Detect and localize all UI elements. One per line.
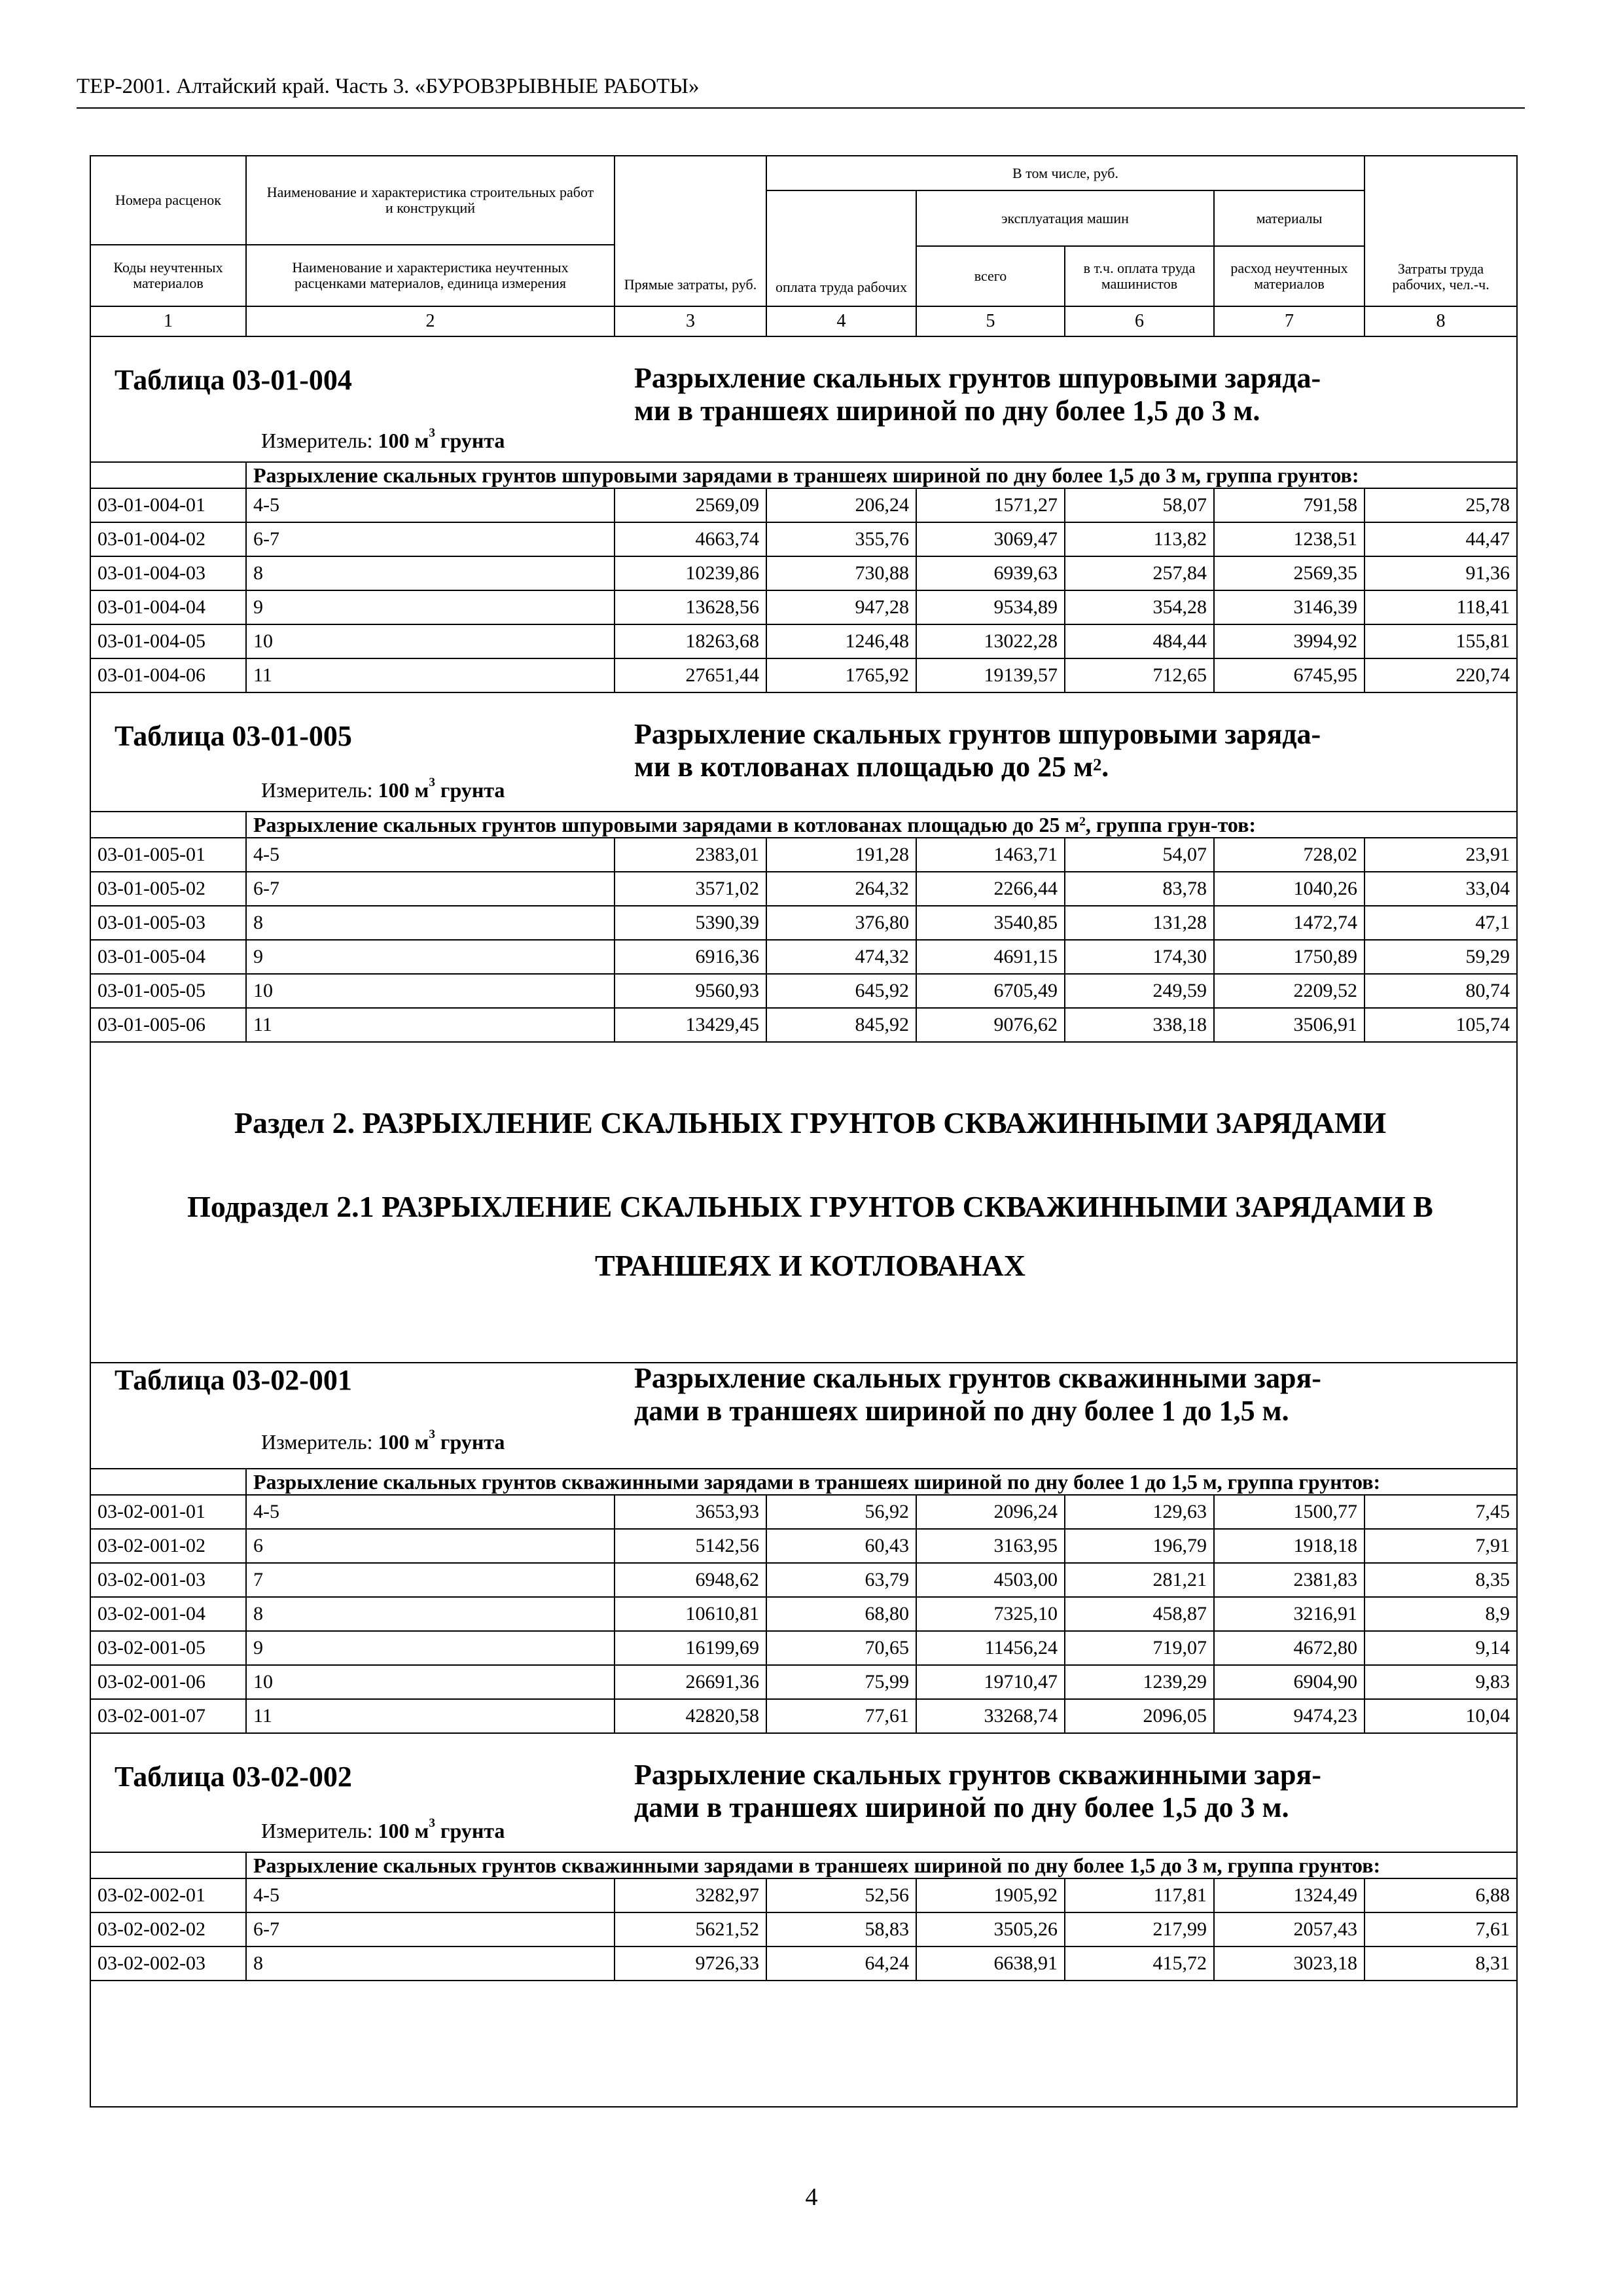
cell-rate-code: 03-01-004-01 xyxy=(91,488,246,522)
cell-labor-hours: 25,78 xyxy=(1364,488,1516,522)
cell-machines-labor: 484,44 xyxy=(1065,624,1214,658)
cell-labor-pay: 63,79 xyxy=(766,1563,916,1597)
cell-rate-code: 03-02-001-06 xyxy=(91,1665,246,1699)
cell-machines-total: 1571,27 xyxy=(916,488,1065,522)
cell-machines-total: 3069,47 xyxy=(916,522,1065,556)
cell-machines-total: 2266,44 xyxy=(916,872,1065,906)
subsection-title: Подраздел 2.1 РАЗРЫХЛЕНИЕ СКАЛЬНЫХ ГРУНТОВ СКВАЖИННЫМИ ЗАРЯДАМИ В ТРАНШЕЯХ И КОТЛОВАНАХ xyxy=(187,1190,1433,1282)
cell-labor-hours: 105,74 xyxy=(1364,1008,1516,1042)
cell-direct-costs: 4663,74 xyxy=(615,522,766,556)
column-numbers-row xyxy=(91,306,1516,336)
cell-labor-hours: 44,47 xyxy=(1364,522,1516,556)
table-id: Таблица 03-02-001 xyxy=(115,1364,352,1396)
cell-direct-costs: 27651,44 xyxy=(615,658,766,692)
cell-machines-total: 7325,10 xyxy=(916,1597,1065,1631)
cell-labor-pay: 1246,48 xyxy=(766,624,916,658)
table-row xyxy=(91,590,1516,624)
column-number: 3 xyxy=(615,306,766,336)
measure-unit: Измеритель: 100 $м^3$ грунта xyxy=(261,426,505,452)
cell-materials: 9474,23 xyxy=(1214,1699,1364,1733)
cell-machines-total: 9076,62 xyxy=(916,1008,1065,1042)
cell-machines-labor: 54,07 xyxy=(1065,838,1214,872)
rates-table-frame xyxy=(90,155,1518,2108)
cell-machines-total: 19139,57 xyxy=(916,658,1065,692)
cell-labor-pay: 191,28 xyxy=(766,838,916,872)
cell-labor-pay: 376,80 xyxy=(766,906,916,940)
document-title: ТЕР-2001. Алтайский край. Часть 3. «БУРОВЗРЫВНЫЕ РАБОТЫ» xyxy=(77,75,700,98)
col-rate-number-header: Номера расценок Коды неучтенных материалов xyxy=(91,156,246,306)
cell-labor-hours: 8,35 xyxy=(1364,1563,1516,1597)
cell-machines-total: 19710,47 xyxy=(916,1665,1065,1699)
table-body xyxy=(91,488,1516,692)
cell-labor-hours: 33,04 xyxy=(1364,872,1516,906)
cell-direct-costs: 2569,09 xyxy=(615,488,766,522)
cell-machines-labor: 712,65 xyxy=(1065,658,1214,692)
cell-labor-pay: 947,28 xyxy=(766,590,916,624)
cell-rate-code: 03-02-001-02 xyxy=(91,1529,246,1563)
cell-rate-code: 03-02-002-01 xyxy=(91,1878,246,1912)
table-name: Разрыхление скальных грунтов шпуровыми заряда- ми в траншеях шириной по дну более 1,5 до 3 м. xyxy=(634,362,1321,427)
cell-labor-hours: 10,04 xyxy=(1364,1699,1516,1733)
table-description-row xyxy=(91,1852,1516,1878)
cell-direct-costs: 2383,01 xyxy=(615,838,766,872)
table-body xyxy=(91,1495,1516,1733)
cell-machines-labor: 2096,05 xyxy=(1065,1699,1214,1733)
cell-soil-group: 7 xyxy=(246,1563,615,1597)
table-row xyxy=(91,1529,1516,1563)
measure-unit: Измеритель: 100 $м^3$ грунта xyxy=(261,1816,505,1842)
cell-direct-costs: 6916,36 xyxy=(615,940,766,974)
cell-materials: 3506,91 xyxy=(1214,1008,1364,1042)
cell-soil-group: 11 xyxy=(246,658,615,692)
cell-machines-labor: 131,28 xyxy=(1065,906,1214,940)
col-machines-total-header: всего xyxy=(916,246,1065,306)
cell-labor-pay: 264,32 xyxy=(766,872,916,906)
table-name: Разрыхление скальных грунтов скважинными заря- дами в траншеях шириной по дну более 1,5 до 3 м. xyxy=(634,1759,1321,1823)
cell-labor-pay: 68,80 xyxy=(766,1597,916,1631)
table-row xyxy=(91,1008,1516,1042)
cell-machines-labor: 338,18 xyxy=(1065,1008,1214,1042)
cell-direct-costs: 10610,81 xyxy=(615,1597,766,1631)
cell-materials: 1324,49 xyxy=(1214,1878,1364,1912)
cell-rate-code: 03-01-004-04 xyxy=(91,590,246,624)
cell-rate-code: 03-01-005-01 xyxy=(91,838,246,872)
cell-soil-group: 8 xyxy=(246,1946,615,1981)
col-materials-sub-header: расход неучтенных материалов xyxy=(1214,246,1364,306)
table-row xyxy=(91,1563,1516,1597)
cell-materials: 3994,92 xyxy=(1214,624,1364,658)
table-id: Таблица 03-02-002 xyxy=(115,1761,352,1793)
cell-rate-code: 03-01-004-05 xyxy=(91,624,246,658)
table-name: Разрыхление скальных грунтов скважинными заря- дами в траншеях шириной по дну более 1 до 1,5 м. xyxy=(634,1362,1321,1427)
cell-soil-group: 10 xyxy=(246,624,615,658)
cell-direct-costs: 10239,86 xyxy=(615,556,766,590)
cell-rate-code: 03-01-005-02 xyxy=(91,872,246,906)
table-body xyxy=(91,838,1516,1042)
col-machines-header: эксплуатация машин xyxy=(916,190,1214,246)
cell-machines-total: 2096,24 xyxy=(916,1495,1065,1529)
cell-machines-labor: 415,72 xyxy=(1065,1946,1214,1981)
cell-labor-hours: 8,31 xyxy=(1364,1946,1516,1981)
cell-labor-pay: 474,32 xyxy=(766,940,916,974)
cell-rate-code: 03-02-001-07 xyxy=(91,1699,246,1733)
cell-materials: 1918,18 xyxy=(1214,1529,1364,1563)
cell-machines-labor: 1239,29 xyxy=(1065,1665,1214,1699)
table-row xyxy=(91,872,1516,906)
cell-labor-hours: 7,91 xyxy=(1364,1529,1516,1563)
table-row xyxy=(91,556,1516,590)
cell-machines-total: 1463,71 xyxy=(916,838,1065,872)
cell-materials: 1750,89 xyxy=(1214,940,1364,974)
cell-labor-pay: 206,24 xyxy=(766,488,916,522)
table-body xyxy=(91,1878,1516,1981)
cell-machines-labor: 58,07 xyxy=(1065,488,1214,522)
rates-table xyxy=(91,156,1516,1981)
cell-machines-total: 1905,92 xyxy=(916,1878,1065,1912)
col-labor-pay-header: оплата труда рабочих xyxy=(766,190,916,306)
cell-labor-hours: 23,91 xyxy=(1364,838,1516,872)
cell-soil-group: 4-5 xyxy=(246,1878,615,1912)
column-number: 6 xyxy=(1065,306,1214,336)
table-row xyxy=(91,906,1516,940)
cell-machines-labor: 249,59 xyxy=(1065,974,1214,1008)
cell-materials: 4672,80 xyxy=(1214,1631,1364,1665)
cell-soil-group: 6 xyxy=(246,1529,615,1563)
table-row xyxy=(91,1665,1516,1699)
table-row xyxy=(91,940,1516,974)
cell-materials: 2209,52 xyxy=(1214,974,1364,1008)
page-header xyxy=(77,73,1525,109)
cell-soil-group: 6-7 xyxy=(246,522,615,556)
cell-machines-total: 4691,15 xyxy=(916,940,1065,974)
cell-materials: 3216,91 xyxy=(1214,1597,1364,1631)
cell-soil-group: 4-5 xyxy=(246,1495,615,1529)
cell-materials: 3146,39 xyxy=(1214,590,1364,624)
cell-rate-code: 03-01-005-03 xyxy=(91,906,246,940)
table-row xyxy=(91,1878,1516,1912)
table-row xyxy=(91,1631,1516,1665)
cell-labor-pay: 52,56 xyxy=(766,1878,916,1912)
cell-machines-labor: 174,30 xyxy=(1065,940,1214,974)
cell-labor-hours: 7,61 xyxy=(1364,1912,1516,1946)
cell-soil-group: 8 xyxy=(246,906,615,940)
cell-labor-hours: 47,1 xyxy=(1364,906,1516,940)
table-row xyxy=(91,974,1516,1008)
cell-labor-pay: 77,61 xyxy=(766,1699,916,1733)
cell-soil-group: 10 xyxy=(246,1665,615,1699)
cell-labor-pay: 75,99 xyxy=(766,1665,916,1699)
cell-soil-group: 4-5 xyxy=(246,838,615,872)
section-heading-row xyxy=(91,1042,1516,1363)
cell-direct-costs: 6948,62 xyxy=(615,1563,766,1597)
col-labor-hours-header: Затраты труда рабочих, чел.-ч. xyxy=(1364,156,1516,306)
cell-labor-hours: 155,81 xyxy=(1364,624,1516,658)
table-title-row xyxy=(91,1363,1516,1469)
column-number: 4 xyxy=(766,306,916,336)
cell-rate-code: 03-02-001-03 xyxy=(91,1563,246,1597)
table-row xyxy=(91,1912,1516,1946)
cell-rate-code: 03-01-004-06 xyxy=(91,658,246,692)
cell-labor-pay: 730,88 xyxy=(766,556,916,590)
cell-rate-code: 03-01-005-05 xyxy=(91,974,246,1008)
cell-machines-labor: 117,81 xyxy=(1065,1878,1214,1912)
cell-direct-costs: 3653,93 xyxy=(615,1495,766,1529)
cell-labor-hours: 8,9 xyxy=(1364,1597,1516,1631)
table-description-row xyxy=(91,812,1516,838)
cell-direct-costs: 5621,52 xyxy=(615,1912,766,1946)
table-row xyxy=(91,1495,1516,1529)
cell-soil-group: 8 xyxy=(246,556,615,590)
cell-direct-costs: 3282,97 xyxy=(615,1878,766,1912)
cell-labor-hours: 118,41 xyxy=(1364,590,1516,624)
cell-rate-code: 03-01-005-06 xyxy=(91,1008,246,1042)
cell-labor-pay: 845,92 xyxy=(766,1008,916,1042)
section-title: Раздел 2. РАЗРЫХЛЕНИЕ СКАЛЬНЫХ ГРУНТОВ СКВАЖИННЫМИ ЗАРЯДАМИ xyxy=(234,1106,1387,1139)
cell-machines-total: 6705,49 xyxy=(916,974,1065,1008)
cell-labor-pay: 355,76 xyxy=(766,522,916,556)
cell-labor-pay: 60,43 xyxy=(766,1529,916,1563)
cell-soil-group: 11 xyxy=(246,1699,615,1733)
table-row xyxy=(91,1946,1516,1981)
cell-direct-costs: 18263,68 xyxy=(615,624,766,658)
cell-machines-labor: 83,78 xyxy=(1065,872,1214,906)
cell-rate-code: 03-01-005-04 xyxy=(91,940,246,974)
cell-soil-group: 6-7 xyxy=(246,1912,615,1946)
cell-machines-labor: 257,84 xyxy=(1065,556,1214,590)
col-machines-labor-header: в т.ч. оплата труда машинистов xyxy=(1065,246,1214,306)
cell-direct-costs: 16199,69 xyxy=(615,1631,766,1665)
cell-labor-hours: 220,74 xyxy=(1364,658,1516,692)
cell-machines-total: 9534,89 xyxy=(916,590,1065,624)
cell-materials: 2057,43 xyxy=(1214,1912,1364,1946)
col-including-header: В том числе, руб. xyxy=(766,156,1364,190)
cell-rate-code: 03-02-001-05 xyxy=(91,1631,246,1665)
cell-rate-code: 03-02-002-03 xyxy=(91,1946,246,1981)
cell-machines-labor: 458,87 xyxy=(1065,1597,1214,1631)
table-description-row xyxy=(91,462,1516,488)
measure-unit: Измеритель: 100 $м^3$ грунта xyxy=(261,776,505,802)
cell-direct-costs: 5390,39 xyxy=(615,906,766,940)
cell-direct-costs: 42820,58 xyxy=(615,1699,766,1733)
column-number: 8 xyxy=(1364,306,1516,336)
cell-materials: 1500,77 xyxy=(1214,1495,1364,1529)
column-number: 2 xyxy=(246,306,615,336)
col-name-header: Наименование и характеристика строительных работ и конструкций Наименование и характеристика неучтенных расценками материалов, единица измерения xyxy=(246,156,615,306)
col-direct-costs-header: Прямые затраты, руб. xyxy=(615,156,766,306)
cell-materials: 1238,51 xyxy=(1214,522,1364,556)
cell-soil-group: 10 xyxy=(246,974,615,1008)
cell-machines-total: 6638,91 xyxy=(916,1946,1065,1981)
cell-materials: 3023,18 xyxy=(1214,1946,1364,1981)
cell-materials: 6745,95 xyxy=(1214,658,1364,692)
cell-materials: 2381,83 xyxy=(1214,1563,1364,1597)
cell-direct-costs: 9560,93 xyxy=(615,974,766,1008)
cell-direct-costs: 13429,45 xyxy=(615,1008,766,1042)
column-number: 7 xyxy=(1214,306,1364,336)
cell-machines-labor: 217,99 xyxy=(1065,1912,1214,1946)
cell-labor-hours: 9,83 xyxy=(1364,1665,1516,1699)
cell-materials: 1472,74 xyxy=(1214,906,1364,940)
column-number: 5 xyxy=(916,306,1065,336)
cell-direct-costs: 9726,33 xyxy=(615,1946,766,1981)
cell-labor-pay: 56,92 xyxy=(766,1495,916,1529)
table-row xyxy=(91,1597,1516,1631)
cell-labor-pay: 1765,92 xyxy=(766,658,916,692)
cell-labor-pay: 70,65 xyxy=(766,1631,916,1665)
cell-labor-hours: 80,74 xyxy=(1364,974,1516,1008)
cell-machines-labor: 354,28 xyxy=(1065,590,1214,624)
cell-direct-costs: 5142,56 xyxy=(615,1529,766,1563)
cell-soil-group: 6-7 xyxy=(246,872,615,906)
cell-direct-costs: 13628,56 xyxy=(615,590,766,624)
cell-soil-group: 11 xyxy=(246,1008,615,1042)
cell-machines-labor: 281,21 xyxy=(1065,1563,1214,1597)
cell-rate-code: 03-02-001-01 xyxy=(91,1495,246,1529)
cell-labor-hours: 91,36 xyxy=(1364,556,1516,590)
table-id: Таблица 03-01-005 xyxy=(115,720,352,752)
cell-machines-total: 4503,00 xyxy=(916,1563,1065,1597)
table-description: Разрыхление скальных грунтов скважинными зарядами в траншеях шириной по дну более 1,5 до 3 м, группа грунтов: xyxy=(253,1854,1381,1877)
cell-machines-total: 13022,28 xyxy=(916,624,1065,658)
cell-soil-group: 8 xyxy=(246,1597,615,1631)
cell-machines-labor: 196,79 xyxy=(1065,1529,1214,1563)
cell-direct-costs: 26691,36 xyxy=(615,1665,766,1699)
cell-soil-group: 4-5 xyxy=(246,488,615,522)
cell-machines-labor: 719,07 xyxy=(1065,1631,1214,1665)
table-id: Таблица 03-01-004 xyxy=(115,364,352,396)
cell-rate-code: 03-02-001-04 xyxy=(91,1597,246,1631)
cell-machines-total: 3163,95 xyxy=(916,1529,1065,1563)
cell-soil-group: 9 xyxy=(246,590,615,624)
cell-rate-code: 03-02-002-02 xyxy=(91,1912,246,1946)
table-row xyxy=(91,838,1516,872)
cell-machines-total: 3540,85 xyxy=(916,906,1065,940)
cell-soil-group: 9 xyxy=(246,940,615,974)
table-row xyxy=(91,1699,1516,1733)
cell-materials: 791,58 xyxy=(1214,488,1364,522)
cell-direct-costs: 3571,02 xyxy=(615,872,766,906)
table-row xyxy=(91,624,1516,658)
cell-rate-code: 03-01-004-03 xyxy=(91,556,246,590)
cell-labor-hours: 6,88 xyxy=(1364,1878,1516,1912)
table-row xyxy=(91,658,1516,692)
table-name: Разрыхление скальных грунтов шпуровыми заряда- ми в котлованах площадью до 25 $м^2$. xyxy=(634,718,1321,783)
table-row xyxy=(91,488,1516,522)
table-row xyxy=(91,522,1516,556)
cell-machines-total: 6939,63 xyxy=(916,556,1065,590)
measure-unit: Измеритель: 100 $м^3$ грунта xyxy=(261,1427,505,1454)
cell-machines-total: 3505,26 xyxy=(916,1912,1065,1946)
cell-machines-total: 11456,24 xyxy=(916,1631,1065,1665)
cell-rate-code: 03-01-004-02 xyxy=(91,522,246,556)
cell-machines-total: 33268,74 xyxy=(916,1699,1065,1733)
cell-soil-group: 9 xyxy=(246,1631,615,1665)
cell-labor-hours: 7,45 xyxy=(1364,1495,1516,1529)
table-title-row xyxy=(91,692,1516,812)
col-materials-header: материалы xyxy=(1214,190,1364,246)
cell-materials: 2569,35 xyxy=(1214,556,1364,590)
cell-labor-pay: 64,24 xyxy=(766,1946,916,1981)
table-title-row xyxy=(91,1733,1516,1852)
table-description: Разрыхление скальных грунтов шпуровыми зарядами в котлованах площадью до 25 $м^2$, группа грун-тов: xyxy=(253,813,1257,836)
cell-labor-pay: 58,83 xyxy=(766,1912,916,1946)
cell-labor-hours: 59,29 xyxy=(1364,940,1516,974)
cell-materials: 728,02 xyxy=(1214,838,1364,872)
page-number: 4 xyxy=(805,2183,818,2211)
table-description-row xyxy=(91,1469,1516,1495)
table-title-row xyxy=(91,336,1516,462)
table-description: Разрыхление скальных грунтов шпуровыми зарядами в траншеях шириной по дну более 1,5 до 3 м, группа грунтов: xyxy=(253,463,1359,487)
cell-materials: 1040,26 xyxy=(1214,872,1364,906)
cell-machines-labor: 129,63 xyxy=(1065,1495,1214,1529)
header-rule xyxy=(77,107,1525,109)
cell-materials: 6904,90 xyxy=(1214,1665,1364,1699)
table-description: Разрыхление скальных грунтов скважинными зарядами в траншеях шириной по дну более 1 до 1,5 м, группа грунтов: xyxy=(253,1470,1381,1494)
cell-labor-hours: 9,14 xyxy=(1364,1631,1516,1665)
cell-machines-labor: 113,82 xyxy=(1065,522,1214,556)
cell-labor-pay: 645,92 xyxy=(766,974,916,1008)
column-number: 1 xyxy=(91,306,246,336)
